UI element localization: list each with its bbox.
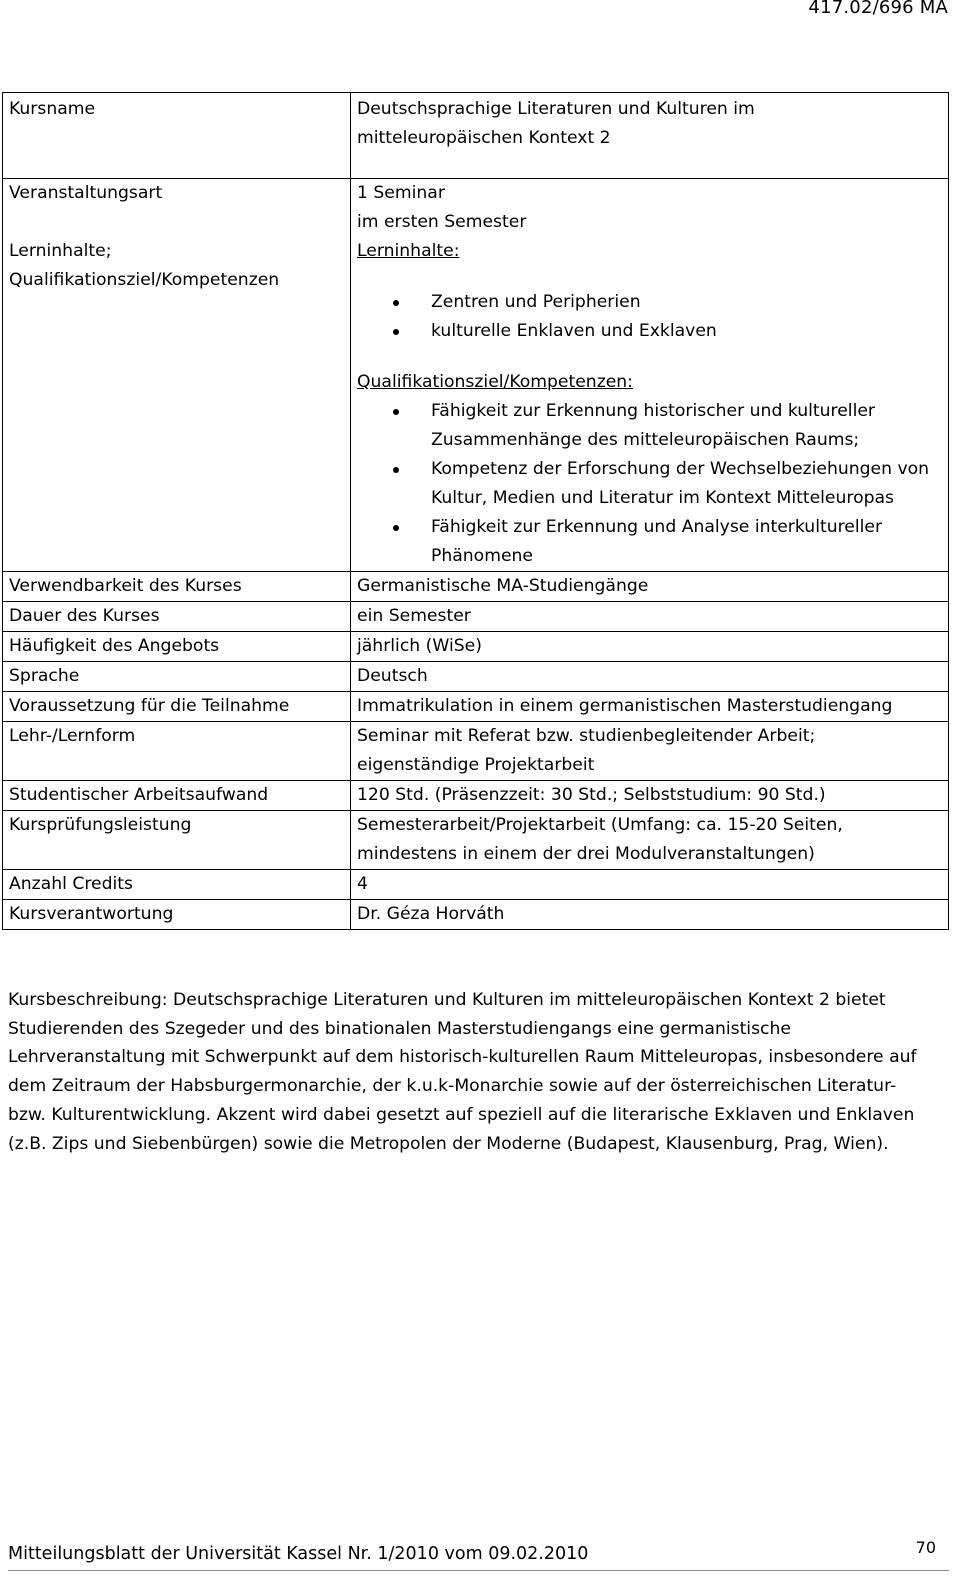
row-lerninhalte: [3, 179, 949, 572]
list-item: Fähigkeit zur Erkennung und Analyse interkultureller Phänomene: [357, 513, 942, 571]
lerninhalte-list: [357, 288, 942, 346]
row-verantwortung: [3, 900, 949, 930]
value-arbeitsaufwand: 120 Std. (Präsenzzeit: 30 Std.; Selbststudium: 90 Std.): [351, 781, 949, 811]
value-lehrform-line2: eigenständige Projektarbeit: [357, 755, 595, 775]
value-credits: 4: [351, 870, 949, 900]
row-voraussetzung: [3, 692, 949, 722]
description-text: bietet Studierenden des Szegeder und des binationalen Masterstudiengangs eine germanistische Lehrveranstaltung mit Schwerpunkt auf dem historisch-kulturellen Raum Mitteleuropas, insbesondere auf dem Zeitraum der Habsburgermonarchie, der k.u.k-Monarchie sowie auf der österreichischen Literatur- bzw. Kulturentwicklung. Akzent wird dabei gesetzt auf speziell auf die literarische Exklaven und Enklaven (z.B. Zips und Siebenbürgen) sowie die Metropolen der Moderne (Budapest, Klausenburg, Prag, Wien).: [8, 990, 917, 1154]
value-kursname: [351, 93, 949, 179]
label-kursname-text: Kursname: [9, 99, 96, 119]
label-lerninhalte: [3, 179, 351, 572]
footer-publication: Mitteilungsblatt der Universität Kassel Nr. 1/2010 vom 09.02.2010: [8, 1544, 589, 1564]
description-course-name: Deutschsprachige Literaturen und Kulturen im mitteleuropäischen Kontext 2: [173, 990, 830, 1010]
document-code: 417.02/696 MA: [808, 0, 948, 18]
label-sprache: Sprache: [3, 662, 351, 692]
value-kursname-line1: Deutschsprachige Literaturen und Kulturen im: [357, 99, 755, 119]
list-item: kulturelle Enklaven und Exklaven: [357, 317, 942, 346]
value-pruefung: [351, 811, 949, 870]
list-item: Fähigkeit zur Erkennung historischer und kultureller Zusammenhänge des mitteleuropäischen Raums;: [357, 397, 942, 455]
value-lerninhalte: [351, 179, 949, 572]
page-number: 70: [915, 1538, 936, 1557]
value-verantwortung: Dr. Géza Horváth: [351, 900, 949, 930]
row-sprache: [3, 662, 949, 692]
label-haeufigkeit: Häufigkeit des Angebots: [3, 632, 351, 662]
label-arbeitsaufwand: Studentischer Arbeitsaufwand: [3, 781, 351, 811]
label-veranstaltungsart: Veranstaltungsart: [9, 183, 163, 203]
row-haeufigkeit: [3, 632, 949, 662]
kompetenzen-heading: Qualifikationsziel/Kompetenzen:: [357, 372, 633, 392]
value-pruefung-line1: Semesterarbeit/Projektarbeit (Umfang: ca. 15-20 Seiten,: [357, 815, 843, 835]
label-verantwortung: Kursverantwortung: [3, 900, 351, 930]
description-label: Kursbeschreibung:: [8, 990, 168, 1010]
value-kursname-line2: mitteleuropäischen Kontext 2: [357, 128, 611, 148]
value-voraussetzung: Immatrikulation in einem germanistischen Masterstudiengang: [351, 692, 949, 722]
course-description: [8, 986, 938, 1158]
label-dauer: Dauer des Kurses: [3, 602, 351, 632]
label-lerninhalte-line1: Lerninhalte;: [9, 241, 112, 261]
kompetenzen-list: [357, 397, 942, 571]
value-lehrform-line1: Seminar mit Referat bzw. studienbegleitender Arbeit;: [357, 726, 816, 746]
row-arbeitsaufwand: [3, 781, 949, 811]
value-verwendbarkeit: Germanistische MA-Studiengänge: [351, 572, 949, 602]
label-verwendbarkeit: Verwendbarkeit des Kurses: [3, 572, 351, 602]
label-credits: Anzahl Credits: [3, 870, 351, 900]
row-dauer: [3, 602, 949, 632]
label-lehrform: Lehr-/Lernform: [3, 722, 351, 781]
row-lehrform: [3, 722, 949, 781]
row-pruefung: [3, 811, 949, 870]
label-kursname: [3, 93, 351, 179]
row-credits: [3, 870, 949, 900]
value-haeufigkeit: jährlich (WiSe): [351, 632, 949, 662]
label-voraussetzung: Voraussetzung für die Teilnahme: [3, 692, 351, 722]
value-veranstaltungsart-line2: im ersten Semester: [357, 212, 527, 232]
label-pruefung: Kursprüfungsleistung: [3, 811, 351, 870]
row-kursname: [3, 93, 949, 179]
label-lerninhalte-line2: Qualifikationsziel/Kompetenzen: [9, 270, 280, 290]
value-veranstaltungsart-line1: 1 Seminar: [357, 183, 445, 203]
value-pruefung-line2: mindestens in einem der drei Modulveranstaltungen): [357, 844, 815, 864]
lerninhalte-heading: Lerninhalte:: [357, 241, 460, 261]
value-sprache: Deutsch: [351, 662, 949, 692]
list-item: Kompetenz der Erforschung der Wechselbeziehungen von Kultur, Medien und Literatur im Kontext Mitteleuropas: [357, 455, 942, 513]
value-lehrform: [351, 722, 949, 781]
footer-rule: [8, 1570, 949, 1571]
module-table: [2, 92, 949, 930]
row-verwendbarkeit: [3, 572, 949, 602]
value-dauer: ein Semester: [351, 602, 949, 632]
list-item: Zentren und Peripherien: [357, 288, 942, 317]
